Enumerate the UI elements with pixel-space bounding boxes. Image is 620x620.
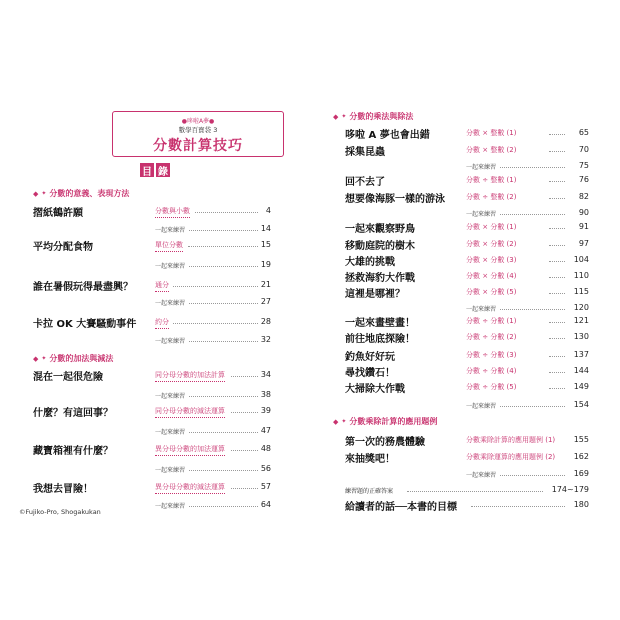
topic-label: 分數 × 整數 (2) xyxy=(466,146,517,154)
story-title: 移動庭院的樹木 xyxy=(345,241,415,252)
topic-label: 分數 ÷ 分數 (2) xyxy=(466,333,517,341)
page-number: 4 xyxy=(265,206,271,215)
toc-row xyxy=(0,253,620,267)
toc-row xyxy=(0,237,620,251)
section-label: 分數的乘法與除法 xyxy=(349,112,414,121)
story-title: 大掃除大作戰 xyxy=(345,384,405,395)
practice-label: 一起來練習 xyxy=(466,306,497,313)
story-title: 平均分配食物 xyxy=(33,242,93,253)
page-number: 14 xyxy=(260,224,271,233)
toc-row xyxy=(0,143,620,157)
topic-label: 約分 xyxy=(155,317,169,329)
topic-label: 分數 × 分數 (1) xyxy=(466,223,517,231)
practice-label: 一起來練習 xyxy=(466,164,497,171)
practice-label: 一起來練習 xyxy=(155,338,186,345)
page-number: 75 xyxy=(578,161,589,170)
topic-label: 分數 × 分數 (4) xyxy=(466,272,517,280)
toc-row xyxy=(0,301,620,315)
star-icon: ✦ xyxy=(341,418,347,425)
practice-label: 一起來練習 xyxy=(466,403,497,410)
topic-label: 分數乘除計算的應用題例 (1) xyxy=(466,436,556,444)
page-number: 48 xyxy=(260,444,271,453)
topic-label: 同分母分數的減法運算 xyxy=(155,406,225,418)
page-number: 137 xyxy=(573,350,589,359)
section-label: 分數的加法與減法 xyxy=(49,354,114,363)
practice-label: 一起來練習 xyxy=(155,263,186,270)
story-title: 想要像海豚一樣的游泳 xyxy=(345,194,445,205)
story-title: 這裡是哪裡？ xyxy=(345,289,405,300)
story-title: 一起來畫壁畫！ xyxy=(345,318,415,329)
story-title: 我想去冒險！ xyxy=(33,484,93,495)
story-title: 卡拉 OK 大賽騷動事件 xyxy=(33,319,137,330)
topic-label: 分數與小數 xyxy=(155,206,190,218)
toc-row xyxy=(0,433,620,447)
diamond-icon: ◆ xyxy=(333,112,339,121)
page-number: 15 xyxy=(260,240,271,249)
story-title: 藏寶箱裡有什麼？ xyxy=(33,446,113,457)
toc-row xyxy=(0,450,620,464)
page-number: 70 xyxy=(578,145,589,154)
toc-row xyxy=(0,380,620,394)
story-title: 給讀者的話──本書的目標 xyxy=(345,502,458,513)
practice-label: 一起來練習 xyxy=(155,429,186,436)
toc-row xyxy=(0,483,620,497)
topic-label: 同分母分數的加法計算 xyxy=(155,370,225,382)
book-subtitle: 數學百寶袋 3 xyxy=(178,126,218,134)
page-number: 90 xyxy=(578,208,589,217)
page-number: 97 xyxy=(578,239,589,248)
toc-row xyxy=(0,126,620,140)
page-number: 19 xyxy=(260,260,271,269)
page-number: 28 xyxy=(260,317,271,326)
topic-label: 通分 xyxy=(155,280,169,292)
practice-label: 一起來練習 xyxy=(466,211,497,218)
topic-label: 分數 ÷ 整數 (1) xyxy=(466,176,517,184)
section-label: 分數乘除計算的應用題例 xyxy=(349,417,438,426)
page-number: 174~179 xyxy=(551,485,589,494)
topic-label: 異分母分數的減法運算 xyxy=(155,482,225,494)
topic-label: 分數乘除運算的應用題例 (2) xyxy=(466,453,556,461)
toc-row xyxy=(0,220,620,234)
star-icon: ✦ xyxy=(41,190,47,197)
page-number: 65 xyxy=(578,128,589,137)
page-number: 121 xyxy=(573,316,589,325)
page-number: 64 xyxy=(260,500,271,509)
page-number: 104 xyxy=(573,255,589,264)
diamond-icon: ◆ xyxy=(333,417,339,426)
story-title: 誰在暑假玩得最盡興？ xyxy=(33,282,133,293)
story-title: 來抽獎吧！ xyxy=(345,454,395,465)
topic-label: 分數 × 整數 (1) xyxy=(466,129,517,137)
practice-label: 一起來練習 xyxy=(155,300,186,307)
toc-row xyxy=(0,173,620,187)
story-title: 哆啦 A 夢也會出錯 xyxy=(345,130,430,141)
page-number: 27 xyxy=(260,297,271,306)
section-header xyxy=(333,111,413,122)
page-number: 154 xyxy=(573,400,589,409)
page-number: 21 xyxy=(260,280,271,289)
topic-label: 分數 ÷ 分數 (1) xyxy=(466,317,517,325)
story-title: 一起來觀察野鳥 xyxy=(345,224,415,235)
toc-row xyxy=(0,398,620,412)
star-icon: ✦ xyxy=(341,113,347,120)
story-title: 大雄的挑戰 xyxy=(345,257,395,268)
topic-label: 異分母分數的加法運算 xyxy=(155,444,225,456)
star-icon: ✦ xyxy=(41,355,47,362)
toc-row xyxy=(0,348,620,362)
toc-row xyxy=(0,190,620,204)
toc-row xyxy=(0,330,620,344)
topic-label: 分數 × 分數 (2) xyxy=(466,240,517,248)
page-number: 115 xyxy=(573,287,589,296)
practice-label: 一起來練習 xyxy=(155,503,186,510)
practice-label: 一起來練習 xyxy=(155,467,186,474)
toc-row xyxy=(0,159,620,173)
dot-leader xyxy=(407,491,543,492)
page-number: 180 xyxy=(573,500,589,509)
page-number: 57 xyxy=(260,482,271,491)
page-number: 82 xyxy=(578,192,589,201)
page-number: 32 xyxy=(260,335,271,344)
page-number: 39 xyxy=(260,406,271,415)
page-number: 38 xyxy=(260,390,271,399)
topic-label: 分數 ÷ 分數 (5) xyxy=(466,383,517,391)
story-title: 摺紙鶴許願 xyxy=(33,208,83,219)
page-number: 149 xyxy=(573,382,589,391)
page-number: 169 xyxy=(573,469,589,478)
story-title: 尋找鑽石！ xyxy=(345,368,395,379)
page-number: 91 xyxy=(578,222,589,231)
toc-row xyxy=(0,285,620,299)
series-label: ●哆啦A夢● xyxy=(181,118,215,125)
page-number: 130 xyxy=(573,332,589,341)
copyright: ©Fujiko-Pro, Shogakukan xyxy=(19,508,101,516)
topic-label: 分數 × 分數 (5) xyxy=(466,288,517,296)
page-number: 47 xyxy=(260,426,271,435)
practice-label: 一起來練習 xyxy=(466,472,497,479)
toc-row xyxy=(0,467,620,481)
toc-badge-1: 目 xyxy=(140,163,154,177)
page-number: 120 xyxy=(573,303,589,312)
practice-label: 一起來練習 xyxy=(155,393,186,400)
page-number: 110 xyxy=(573,271,589,280)
toc-row xyxy=(0,206,620,220)
story-title: 前往地底探險！ xyxy=(345,334,415,345)
page-number: 162 xyxy=(573,452,589,461)
topic-label: 分數 ÷ 分數 (4) xyxy=(466,367,517,375)
diamond-icon: ◆ xyxy=(33,189,39,198)
topic-label: 單位分數 xyxy=(155,240,183,252)
story-title: 拯救海豹大作戰 xyxy=(345,273,415,284)
page-number: 56 xyxy=(260,464,271,473)
practice-label: 一起來練習 xyxy=(155,227,186,234)
book-title: 分數計算技巧 xyxy=(153,138,243,154)
story-title: 採集昆蟲 xyxy=(345,147,385,158)
page-number: 34 xyxy=(260,370,271,379)
section-label: 分數的意義、表現方法 xyxy=(49,189,130,198)
toc-row xyxy=(0,269,620,283)
page-number: 144 xyxy=(573,366,589,375)
story-title: 釣魚好好玩 xyxy=(345,352,395,363)
story-title: 什麼？有這回事？ xyxy=(33,408,113,419)
story-title: 回不去了 xyxy=(345,177,385,188)
note-label: 練習題的正確答案 xyxy=(345,488,394,495)
topic-label: 分數 ÷ 分數 (3) xyxy=(466,351,517,359)
diamond-icon: ◆ xyxy=(33,354,39,363)
story-title: 第一次的務農體驗 xyxy=(345,437,425,448)
topic-label: 分數 × 分數 (3) xyxy=(466,256,517,264)
page-number: 76 xyxy=(578,175,589,184)
page-number: 155 xyxy=(573,435,589,444)
toc-row xyxy=(0,314,620,328)
toc-badge-2: 錄 xyxy=(156,163,170,177)
toc-row xyxy=(0,364,620,378)
topic-label: 分數 ÷ 整數 (2) xyxy=(466,193,517,201)
story-title: 混在一起很危險 xyxy=(33,372,103,383)
